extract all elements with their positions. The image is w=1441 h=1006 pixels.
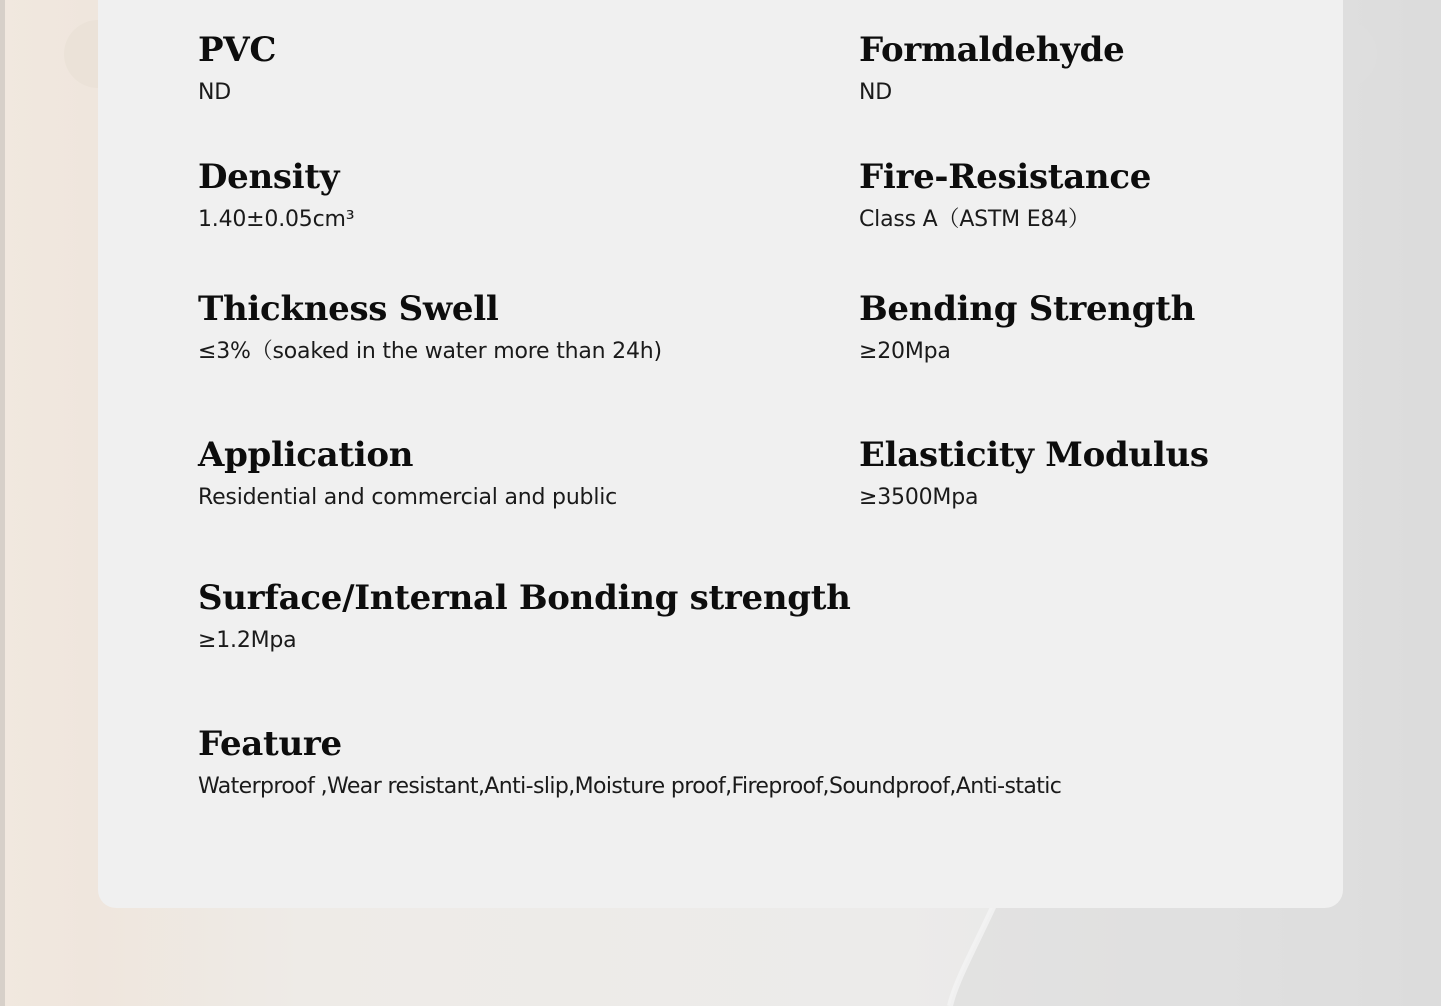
spec-title: Thickness Swell xyxy=(198,289,499,329)
spec-value: ND xyxy=(859,80,892,105)
spec-title: Bending Strength xyxy=(859,289,1196,329)
spec-value: ≥20Mpa xyxy=(859,339,951,364)
spec-title: Elasticity Modulus xyxy=(859,435,1209,475)
spec-value: ≥3500Mpa xyxy=(859,485,979,510)
spec-formaldehyde xyxy=(859,30,1124,107)
spec-value: Class A（ASTM E84） xyxy=(859,207,1090,232)
spec-bonding-strength xyxy=(198,578,851,655)
spec-title: Surface/Internal Bonding strength xyxy=(198,578,851,618)
spec-density xyxy=(198,157,354,234)
spec-application xyxy=(198,435,617,512)
spec-title: Feature xyxy=(198,724,342,764)
spec-value: 1.40±0.05cm³ xyxy=(198,207,355,232)
spec-title: Application xyxy=(198,435,414,475)
spec-pvc xyxy=(198,30,276,107)
spec-title: Fire-Resistance xyxy=(859,157,1152,197)
spec-elasticity-modulus xyxy=(859,435,1209,512)
spec-title: Density xyxy=(198,157,340,197)
spec-value: ND xyxy=(198,80,231,105)
spec-thickness-swell xyxy=(198,289,662,366)
spec-card xyxy=(98,0,1343,908)
spec-title: PVC xyxy=(198,30,277,70)
spec-value: Residential and commercial and public xyxy=(198,485,618,510)
spec-value: ≤3%（soaked in the water more than 24h) xyxy=(198,339,662,364)
spec-fire-resistance xyxy=(859,157,1151,234)
spec-bending-strength xyxy=(859,289,1195,366)
spec-value: Waterproof ,Wear resistant,Anti-slip,Moisture proof,Fireproof,Soundproof,Anti-static xyxy=(198,774,1062,799)
spec-value: ≥1.2Mpa xyxy=(198,628,297,653)
spec-title: Formaldehyde xyxy=(859,30,1125,70)
spec-feature xyxy=(198,724,1061,801)
